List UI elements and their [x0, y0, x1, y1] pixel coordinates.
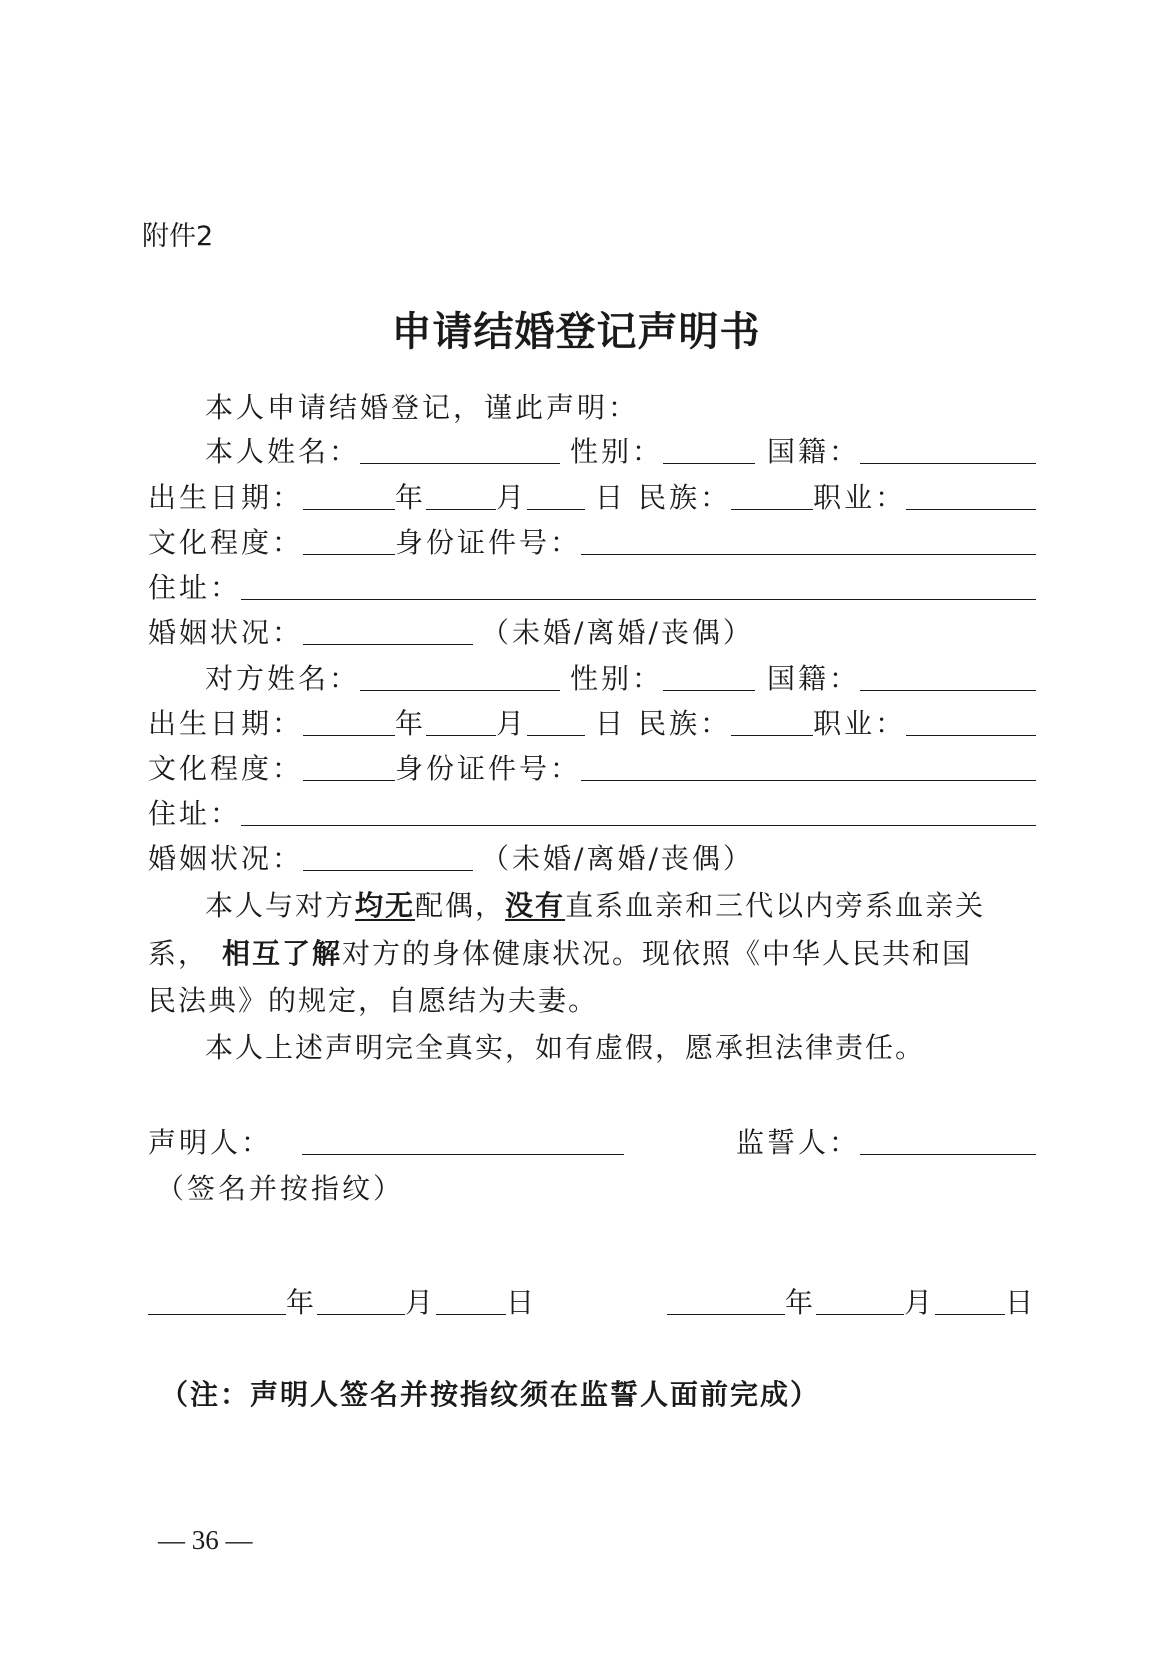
self-name-label: 本人姓名：	[205, 435, 361, 468]
partner-ethnicity-field[interactable]	[731, 735, 813, 736]
partner-nationality-label: 国籍：	[767, 662, 861, 695]
self-day-label: 日	[595, 481, 627, 514]
attachment-label: 附件2	[142, 221, 214, 252]
self-occupation-field[interactable]	[906, 509, 1036, 510]
partner-occupation-label: 职业：	[813, 707, 907, 740]
declaration-emphasis: 没有	[505, 889, 566, 922]
partner-id-label: 身份证件号：	[395, 752, 582, 785]
partner-marital-row	[148, 835, 1036, 873]
partner-id-field[interactable]	[581, 780, 1036, 781]
supervisor-month-label: 月	[904, 1286, 936, 1319]
intro-text: 本人申请结婚登记，谨此声明：	[205, 391, 640, 424]
sign-hint-row	[156, 1165, 1044, 1203]
declarant-day-field[interactable]	[436, 1314, 506, 1315]
supervisor-signature-field[interactable]	[860, 1154, 1036, 1155]
supervisor-day-field[interactable]	[935, 1314, 1005, 1315]
partner-gender-field[interactable]	[663, 690, 755, 691]
footnote: （注：声明人签名并按指纹须在监誓人面前完成）	[160, 1378, 821, 1411]
self-birth-month-field[interactable]	[426, 509, 496, 510]
partner-name-row	[205, 655, 1036, 693]
self-education-field[interactable]	[303, 554, 395, 555]
declaration-text: 民法典》的规定，自愿结为夫妻。	[148, 984, 599, 1017]
partner-name-label: 对方姓名：	[205, 662, 361, 695]
self-name-field[interactable]	[360, 463, 560, 464]
page-number: — 36 —	[158, 1525, 253, 1555]
declarant-signature-field[interactable]	[302, 1154, 624, 1155]
self-marital-label: 婚姻状况：	[148, 616, 304, 649]
partner-education-label: 文化程度：	[148, 752, 304, 785]
partner-name-field[interactable]	[360, 690, 560, 691]
declaration-line-3	[148, 977, 1036, 1015]
self-address-row	[148, 564, 1036, 602]
self-marital-row	[148, 609, 1036, 647]
self-education-row	[148, 519, 1036, 557]
partner-address-label: 住址：	[148, 797, 242, 830]
declarant-month-label: 月	[405, 1286, 437, 1319]
partner-address-row	[148, 790, 1036, 828]
partner-marital-options: （未婚/离婚/丧偶）	[481, 842, 754, 875]
self-gender-label: 性别：	[570, 435, 664, 468]
partner-birth-label: 出生日期：	[148, 707, 304, 740]
partner-birth-row	[148, 700, 1036, 738]
partner-marital-label: 婚姻状况：	[148, 842, 304, 875]
self-nationality-field[interactable]	[860, 463, 1036, 464]
declaration-emphasis: 均无	[355, 889, 416, 922]
self-birth-label: 出生日期：	[148, 481, 304, 514]
declaration-text: 系，	[148, 937, 209, 970]
declarant-month-field[interactable]	[317, 1314, 405, 1315]
signature-row	[148, 1119, 1036, 1157]
partner-birth-month-field[interactable]	[426, 735, 496, 736]
sign-hint: （签名并按指纹）	[156, 1172, 405, 1205]
self-year-label: 年	[395, 481, 427, 514]
self-birth-year-field[interactable]	[303, 509, 395, 510]
date-row	[148, 1279, 1036, 1317]
partner-education-field[interactable]	[303, 780, 395, 781]
declarant-year-label: 年	[286, 1286, 318, 1319]
partner-month-label: 月	[496, 707, 528, 740]
partner-ethnicity-label: 民族：	[638, 707, 732, 740]
partner-occupation-field[interactable]	[906, 735, 1036, 736]
partner-marital-field[interactable]	[303, 870, 473, 871]
self-birth-day-field[interactable]	[527, 509, 585, 510]
self-gender-field[interactable]	[663, 463, 755, 464]
partner-year-label: 年	[395, 707, 427, 740]
partner-birth-day-field[interactable]	[527, 735, 585, 736]
partner-education-row	[148, 745, 1036, 783]
self-address-field[interactable]	[241, 599, 1036, 600]
supervisor-day-label: 日	[1005, 1286, 1037, 1319]
self-nationality-label: 国籍：	[767, 435, 861, 468]
page-title: 申请结婚登记声明书	[391, 308, 761, 355]
self-marital-field[interactable]	[303, 644, 473, 645]
declarant-day-label: 日	[506, 1286, 538, 1319]
declaration-line-4	[205, 1024, 1036, 1062]
intro-line	[205, 384, 1036, 422]
declaration-line-1	[205, 882, 1036, 920]
partner-day-label: 日	[595, 707, 627, 740]
self-education-label: 文化程度：	[148, 526, 304, 559]
declaration-text: 本人与对方	[205, 889, 356, 922]
partner-birth-year-field[interactable]	[303, 735, 395, 736]
declaration-line-2	[148, 930, 1036, 968]
declaration-text: 本人上述声明完全真实，如有虚假，愿承担法律责任。	[205, 1031, 926, 1064]
supervisor-month-field[interactable]	[816, 1314, 904, 1315]
partner-gender-label: 性别：	[570, 662, 664, 695]
declarant-year-field[interactable]	[148, 1314, 286, 1315]
self-id-field[interactable]	[581, 554, 1036, 555]
declarant-label: 声明人：	[148, 1126, 273, 1159]
supervisor-year-label: 年	[785, 1286, 817, 1319]
self-marital-options: （未婚/离婚/丧偶）	[481, 616, 754, 649]
self-ethnicity-label: 民族：	[638, 481, 732, 514]
self-month-label: 月	[496, 481, 528, 514]
self-ethnicity-field[interactable]	[731, 509, 813, 510]
declaration-text: 直系血亲和三代以内旁系血亲关	[565, 889, 986, 922]
self-name-row	[205, 428, 1036, 466]
declaration-text: 对方的身体健康状况。现依照《中华人民共和国	[342, 937, 973, 970]
declaration-emphasis: 相互了解	[222, 937, 343, 970]
partner-nationality-field[interactable]	[860, 690, 1036, 691]
supervisor-year-field[interactable]	[667, 1314, 785, 1315]
self-id-label: 身份证件号：	[395, 526, 582, 559]
supervisor-label: 监誓人：	[736, 1126, 861, 1159]
self-occupation-label: 职业：	[813, 481, 907, 514]
self-birth-row	[148, 474, 1036, 512]
self-address-label: 住址：	[148, 571, 242, 604]
partner-address-field[interactable]	[241, 825, 1036, 826]
declaration-text: 配偶，	[415, 889, 506, 922]
